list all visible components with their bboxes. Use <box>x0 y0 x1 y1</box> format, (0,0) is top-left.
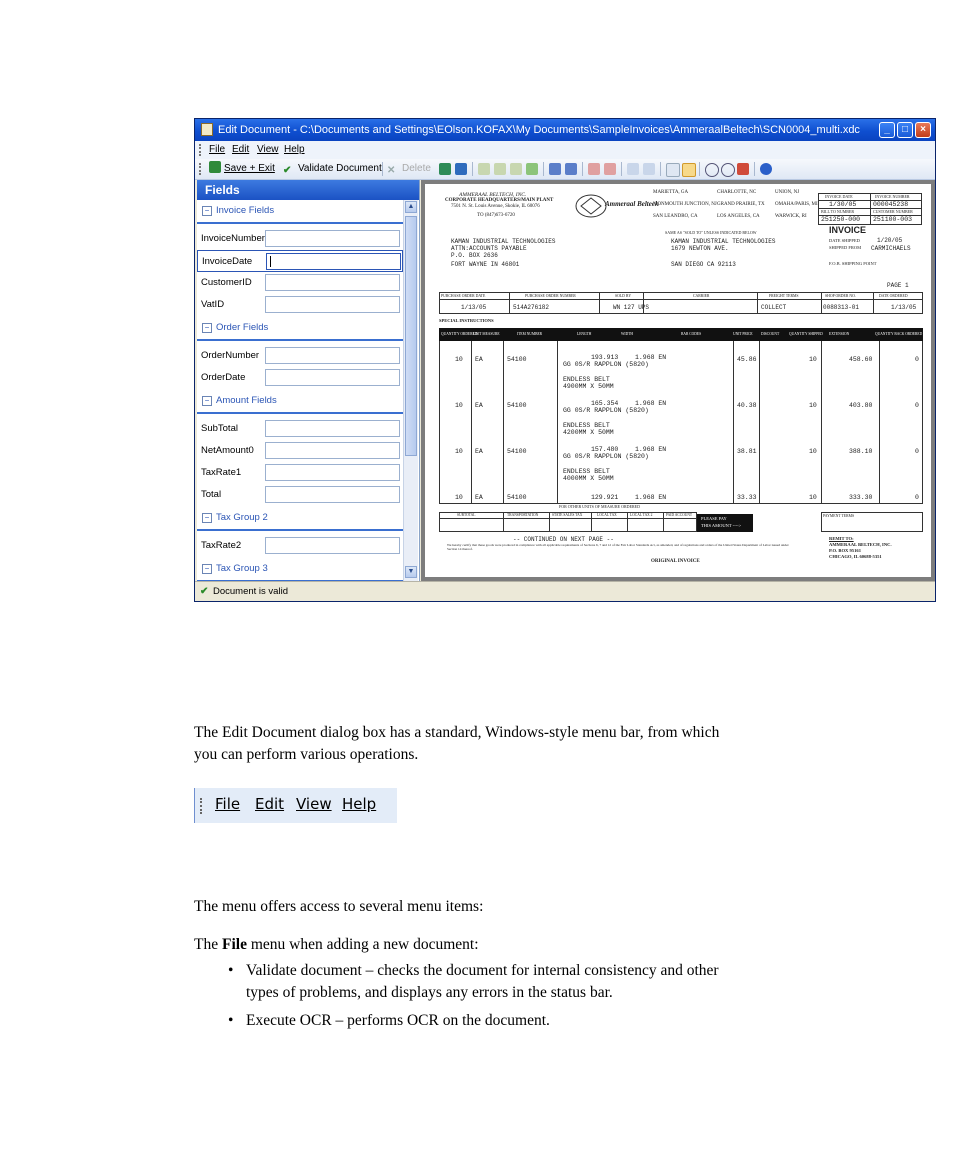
line-width: 1.968 EN <box>635 494 667 501</box>
page-first-icon[interactable] <box>478 163 490 175</box>
line-extension: 333.30 <box>849 494 873 501</box>
line-desc: 4200MM X 50MM <box>563 429 614 436</box>
line-desc: 4900MM X 50MM <box>563 383 614 390</box>
window-title: Edit Document - C:\Documents and Settings\EOlson.KOFAX\My Documents\SampleInvoices\AmmeraalBeltech\SCN0004_multi.xdc <box>218 124 860 136</box>
line-um: EA <box>475 494 483 501</box>
line-backorder: 0 <box>915 448 919 455</box>
value-invoice-date: 1/30/05 <box>829 201 857 208</box>
branch-text: MONMOUTH JUNCTION, NJ <box>653 202 717 207</box>
line-qty: 10 <box>455 494 463 501</box>
sold-to-line: ATTN:ACCOUNTS PAYABLE <box>451 245 527 252</box>
collapse-icon[interactable]: − <box>202 564 212 574</box>
line-header: UNIT PRICE <box>733 332 753 336</box>
invoice-title: INVOICE <box>829 225 867 235</box>
order-header: SOLD BY <box>615 294 632 298</box>
toolbar-separator <box>582 162 583 176</box>
line-desc: ENDLESS BELT <box>563 468 610 475</box>
ammeraal-logo: Ammeraal Beltech <box>573 193 673 219</box>
remit-line: P.O. BOX 95161 <box>829 548 861 553</box>
please-pay: PLEASE PAY <box>701 516 727 521</box>
shipped-from-label: SHIPPED FROM <box>829 245 862 250</box>
value-customer-number: 251100-003 <box>873 216 913 223</box>
field-ordernumber: OrderNumber <box>197 345 403 367</box>
line-extension: 388.10 <box>849 448 873 455</box>
move-down-icon[interactable] <box>549 163 561 175</box>
date-shipped-label: DATE SHIPPED <box>829 238 860 243</box>
scroll-thumb[interactable] <box>405 216 417 456</box>
line-price: 40.38 <box>737 402 757 409</box>
netamount0-input[interactable] <box>265 442 400 459</box>
field-vatid: VatID <box>197 294 403 316</box>
vatid-input[interactable] <box>265 296 400 313</box>
ship-to-line: SAN DIEGO CA 92113 <box>671 261 736 268</box>
line-length: 157.480 <box>591 446 619 453</box>
field-netamount0: NetAmount0 <box>197 440 403 462</box>
line-shipped: 10 <box>809 402 817 409</box>
fields-panel <box>197 180 420 581</box>
total-header: STATE SALES TAX <box>552 513 583 517</box>
document-icon <box>201 123 213 136</box>
continued-note: -- CONTINUED ON NEXT PAGE -- <box>513 536 614 543</box>
total-input[interactable] <box>265 486 400 503</box>
line-header: QUANTITY SHIPPED <box>789 332 823 336</box>
save-exit-button[interactable]: Save + Exit <box>209 159 275 179</box>
line-qty: 10 <box>455 448 463 455</box>
check-icon: ✔ <box>200 586 209 597</box>
paste-icon[interactable] <box>643 163 655 175</box>
value-bill-to: 251250-000 <box>821 216 861 223</box>
field-taxrate1: TaxRate1 <box>197 462 403 484</box>
edit-document-window <box>194 118 936 602</box>
line-shipped: 10 <box>809 494 817 501</box>
total-header: TRANSPORTATION <box>507 513 539 517</box>
order-header: PURCHASE ORDER NUMBER <box>525 294 576 298</box>
order-value: WN 127 UPS <box>613 304 650 311</box>
menu-bar-snippet <box>194 788 397 823</box>
line-header: WIDTH <box>621 332 633 336</box>
page-next-icon[interactable] <box>510 163 522 175</box>
line-item: 54100 <box>507 402 527 409</box>
toolbar-separator <box>699 162 700 176</box>
grip-handle <box>200 798 204 814</box>
remit-line: AMMERAAL BELTECH, INC. <box>829 542 892 547</box>
line-header: LENGTH <box>577 332 592 336</box>
order-header: SHOP ORDER NO. <box>825 294 856 298</box>
line-qty: 10 <box>455 402 463 409</box>
fit-page-icon[interactable] <box>682 163 696 177</box>
menu-edit[interactable]: Edit <box>232 144 250 155</box>
remit-label: REMIT TO: <box>829 536 854 541</box>
paragraph-intro <box>194 722 719 766</box>
remit-line: CHICAGO, IL 60688-5351 <box>829 554 882 559</box>
delete-page-icon[interactable] <box>588 163 600 175</box>
line-backorder: 0 <box>915 356 919 363</box>
line-length: 129.921 <box>591 494 619 501</box>
delete-button[interactable]: ✕ Delete <box>387 163 431 176</box>
line-desc: 4000MM X 50MM <box>563 475 614 482</box>
text-line: you can perform various operations. <box>194 746 419 763</box>
paragraph-file-menu: The File menu when adding a new document: <box>194 936 479 953</box>
line-shipped: 10 <box>809 356 817 363</box>
single-page-icon[interactable] <box>666 163 680 177</box>
fob-text: F.O.B. SHIPPING POINT <box>829 261 877 266</box>
line-header: UNIT MEASURE <box>473 332 500 336</box>
toolbar-separator <box>382 162 383 176</box>
sold-to-label: SAME AS "SOLD TO" UNLESS INDICATED BELOW <box>665 230 757 235</box>
scroll-down-icon[interactable]: ▼ <box>405 566 417 578</box>
collapse-icon[interactable]: − <box>202 323 212 333</box>
sold-to-line: FORT WAYNE IN 46801 <box>451 261 520 268</box>
date-shipped-value: 1/20/05 <box>877 237 903 244</box>
invoice-address: 7501 N. St. Louis Avenue, Skokie, IL 60076 <box>451 204 540 209</box>
move-up-icon[interactable] <box>565 163 577 175</box>
menu-file[interactable]: File <box>209 144 226 155</box>
total-header: LOCAL TAX 2 <box>630 513 653 517</box>
other-units-note: FOR OTHER UNITS OF MEASURE ORDERED <box>559 504 641 509</box>
field-invoicedate: InvoiceDate <box>197 250 403 272</box>
sold-to-line: KAMAN INDUSTRIAL TECHNOLOGIES <box>451 238 556 245</box>
sold-to-line: P.O. BOX 2636 <box>451 252 498 259</box>
order-value: 1/13/05 <box>891 304 917 311</box>
total-header: LOCAL TAX <box>597 513 617 517</box>
branch-text: LOS ANGELES, CA <box>717 214 760 219</box>
taxrate1-input[interactable] <box>265 464 400 481</box>
line-extension: 403.80 <box>849 402 873 409</box>
zoom-out-icon[interactable] <box>721 163 735 177</box>
title-bar[interactable] <box>195 119 935 141</box>
validate-document-button[interactable]: ✔ Validate Document <box>283 163 382 176</box>
line-width: 1.968 EN <box>635 446 667 453</box>
zoom-in-icon[interactable] <box>705 163 719 177</box>
minimize-button[interactable]: _ <box>879 122 895 138</box>
help-icon[interactable] <box>760 163 772 175</box>
invoice-hq: CORPORATE HEADQUARTERS/MAIN PLANT <box>445 198 554 203</box>
branch-text: UNION, NJ <box>775 190 800 195</box>
line-desc: GG 0S/R RAPPLON (5820) <box>563 361 649 368</box>
group-order-fields[interactable]: − Order Fields <box>197 317 403 341</box>
line-price: 45.86 <box>737 356 757 363</box>
save-icon <box>209 161 221 173</box>
order-header: PURCHASE ORDER DATE <box>441 294 486 298</box>
order-header: FREIGHT TERMS <box>769 294 799 298</box>
status-text: Document is valid <box>213 586 288 597</box>
bullet-icon: • <box>228 962 234 979</box>
invoice-company: AMMERAAL BELTECH, INC. <box>459 192 527 198</box>
fields-scrollbar[interactable] <box>403 200 418 581</box>
collapse-icon[interactable]: − <box>202 206 212 216</box>
label-invoice-date: INVOICE DATE <box>825 194 853 199</box>
payment-terms: PAYMENT TERMS <box>823 514 855 518</box>
group-invoice-fields[interactable]: − Invoice Fields <box>197 200 403 224</box>
shipped-from-value: CARMICHAELS <box>871 245 911 252</box>
line-extension: 458.60 <box>849 356 873 363</box>
line-header: QUANTITY BACK ORDERED <box>875 332 923 336</box>
line-header: BAR CODES <box>681 332 702 336</box>
invoice-image <box>425 184 931 577</box>
field-total: Total <box>197 484 403 506</box>
line-header: ITEM NUMBER <box>517 332 543 336</box>
invoicenumber-input[interactable] <box>265 230 400 247</box>
bullet-ocr: Execute OCR – performs OCR on the document. <box>246 1012 550 1029</box>
collapse-icon[interactable]: − <box>202 396 212 406</box>
value-invoice-number: 000045238 <box>873 201 909 208</box>
toolbar <box>195 159 935 180</box>
toolbar-separator <box>660 162 661 176</box>
bullet-validate: Validate document – checks the document for internal consistency and other types of problems, and displays any errors in the status bar. <box>246 962 719 1001</box>
orderdate-input[interactable] <box>265 369 400 386</box>
total-header: PAID ACCOUNT <box>666 513 693 517</box>
scroll-up-icon[interactable]: ▲ <box>405 201 417 213</box>
snippet-menu-view[interactable]: View <box>296 795 332 813</box>
field-customerid: CustomerID <box>197 272 403 294</box>
line-item: 54100 <box>507 494 527 501</box>
branch-text: CHARLOTTE, NC <box>717 190 757 195</box>
ordernumber-input[interactable] <box>265 347 400 364</box>
menu-bar <box>195 141 935 159</box>
line-um: EA <box>475 356 483 363</box>
branch-text: MARIETTA, GA <box>653 190 689 195</box>
menu-help[interactable]: Help <box>284 144 305 155</box>
subtotal-input[interactable] <box>265 420 400 437</box>
maximize-button[interactable]: □ <box>897 122 913 138</box>
order-value: 0088313-01 <box>823 304 860 311</box>
line-desc: GG 0S/R RAPPLON (5820) <box>563 407 649 414</box>
page-last-icon[interactable] <box>526 163 538 175</box>
grip-handle[interactable] <box>199 144 203 156</box>
copy-icon[interactable] <box>627 163 639 175</box>
line-header: DISCOUNT <box>761 332 780 336</box>
label-bill-to: BILL TO NUMBER <box>821 209 855 214</box>
label-invoice-number: INVOICE NUMBER <box>875 194 910 199</box>
snippet-menu-edit[interactable]: Edit <box>255 795 285 813</box>
delete-icon: ✕ <box>387 165 396 176</box>
paragraph-menu-items: The menu offers access to several menu items: <box>194 898 484 915</box>
toolbar-separator <box>472 162 473 176</box>
group-amount-fields[interactable]: − Amount Fields <box>197 390 403 414</box>
snippet-menu-file[interactable]: File <box>215 795 241 813</box>
line-item: 54100 <box>507 356 527 363</box>
branch-text: WARWICK, RI <box>775 214 807 219</box>
line-backorder: 0 <box>915 494 919 501</box>
line-length: 165.354 <box>591 400 619 407</box>
order-value: 1/13/05 <box>461 304 487 311</box>
zoom-fit-icon[interactable] <box>737 163 749 175</box>
line-length: 193.913 <box>591 354 619 361</box>
bullet-icon: • <box>228 1012 234 1029</box>
line-qty: 10 <box>455 356 463 363</box>
line-price: 33.33 <box>737 494 757 501</box>
close-button[interactable]: × <box>915 122 931 138</box>
legal-text: We hereby certify that these goods were produced in compliance with all applicable requirements of Sections 6, 7 and 12 of the Fair Labor Standards Act, as amended, and of regulations and orders of the United States Department of Labor issued under Section 14 thereof. <box>447 543 789 551</box>
fields-header: Fields <box>197 180 419 200</box>
invoice-phone: TO (847)673-6720 <box>477 213 515 218</box>
line-desc: ENDLESS BELT <box>563 376 610 383</box>
order-header: CARRIER <box>693 294 710 298</box>
toolbar-grip[interactable] <box>199 163 203 175</box>
this-amount: THIS AMOUNT ----> <box>701 523 742 528</box>
ship-to-line: KAMAN INDUSTRIAL TECHNOLOGIES <box>671 238 776 245</box>
line-item: 54100 <box>507 448 527 455</box>
prev-page-icon[interactable] <box>439 163 451 175</box>
line-width: 1.968 EN <box>635 354 667 361</box>
branch-text: SAN LEANDRO, CA <box>653 214 698 219</box>
line-backorder: 0 <box>915 402 919 409</box>
page-number: PAGE 1 <box>887 282 909 289</box>
order-value: COLLECT <box>761 304 787 311</box>
delete-all-icon[interactable] <box>604 163 616 175</box>
status-bar <box>195 581 935 602</box>
customerid-input[interactable] <box>265 274 400 291</box>
line-um: EA <box>475 448 483 455</box>
collapse-icon[interactable]: − <box>202 513 212 523</box>
field-taxrate2: TaxRate2 <box>197 535 403 557</box>
field-invoicenumber: InvoiceNumber <box>197 228 403 250</box>
branch-text: GRAND PRAIRIE, TX <box>717 202 765 207</box>
line-header: QUANTITY ORDERED <box>441 332 478 336</box>
snippet-menu-help[interactable]: Help <box>342 795 377 813</box>
label-customer-number: CUSTOMER NUMBER <box>873 209 913 214</box>
line-desc: GG 0S/R RAPPLON (5820) <box>563 453 649 460</box>
invoicedate-input[interactable] <box>266 253 401 270</box>
line-width: 1.968 EN <box>635 400 667 407</box>
group-tax-group-3[interactable]: − Tax Group 3 <box>197 558 403 581</box>
page-prev-icon[interactable] <box>494 163 506 175</box>
special-instructions: SPECIAL INSTRUCTIONS <box>439 318 494 323</box>
check-icon: ✔ <box>283 165 292 176</box>
menu-view[interactable]: View <box>257 144 279 155</box>
text-line: The Edit Document dialog box has a standard, Windows-style menu bar, from which <box>194 724 720 741</box>
line-price: 38.81 <box>737 448 757 455</box>
original-invoice: ORIGINAL INVOICE <box>651 559 700 564</box>
line-desc: ENDLESS BELT <box>563 422 610 429</box>
total-header: SUBTOTAL <box>457 513 476 517</box>
field-orderdate: OrderDate <box>197 367 403 389</box>
toolbar-separator <box>621 162 622 176</box>
document-viewer[interactable] <box>421 180 935 581</box>
field-subtotal: SubTotal <box>197 418 403 440</box>
ship-to-line: 1679 NEWTON AVE. <box>671 245 729 252</box>
line-header: EXTENSION <box>829 332 850 336</box>
taxrate2-input[interactable] <box>265 537 400 554</box>
order-header: DATE ORDERED <box>879 294 908 298</box>
next-page-icon[interactable] <box>455 163 467 175</box>
order-value: 514A276182 <box>513 304 550 311</box>
line-um: EA <box>475 402 483 409</box>
toolbar-separator <box>754 162 755 176</box>
group-tax-group-2[interactable]: − Tax Group 2 <box>197 507 403 531</box>
toolbar-separator <box>543 162 544 176</box>
branch-text: OMAHA/PARIS, MI <box>775 202 818 207</box>
line-shipped: 10 <box>809 448 817 455</box>
